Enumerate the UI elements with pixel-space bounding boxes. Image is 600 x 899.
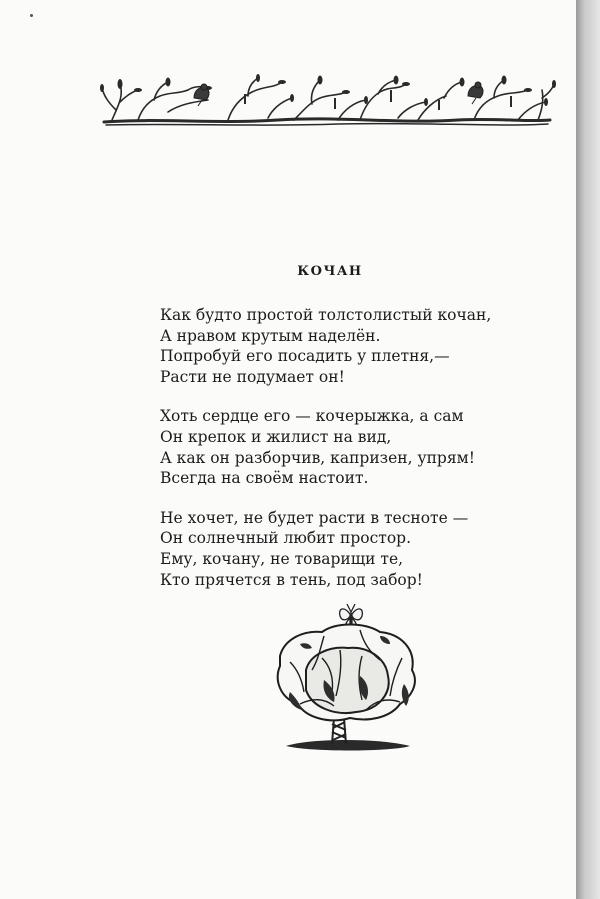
cabbage-with-butterfly-icon xyxy=(240,600,440,770)
page-edge-shadow xyxy=(576,0,600,899)
poem-line: Всегда на своём настоит. xyxy=(160,469,369,488)
poem-line: Он крепок и жилист на вид, xyxy=(160,427,392,446)
stanza xyxy=(160,406,560,488)
poem-line: Расти не подумает он! xyxy=(160,367,345,386)
poem-line: Кто прячется в тень, под забор! xyxy=(160,570,423,589)
poem-line: Попробуй его посадить у плетня,— xyxy=(160,347,450,366)
poem-line: Не хочет, не будет расти в тесноте — xyxy=(160,508,469,527)
poem-line: Он солнечный любит простор. xyxy=(160,529,412,548)
poem-line: А нравом крутым наделён. xyxy=(160,326,381,345)
poem-body xyxy=(160,305,560,609)
stanza xyxy=(160,508,560,590)
stanza xyxy=(160,305,560,387)
poem-line: А как он разборчив, капризен, упрям! xyxy=(160,448,475,467)
poem-line: Хоть сердце его — кочерыжка, а сам xyxy=(160,407,464,426)
poem-line: Ему, кочану, не товарищи те, xyxy=(160,549,404,568)
poem-line: Как будто простой толстолистый кочан, xyxy=(160,306,492,324)
poem-title: КОЧАН xyxy=(297,264,363,279)
print-speck xyxy=(30,14,33,17)
branches-with-birds-ornament-icon xyxy=(98,72,556,128)
